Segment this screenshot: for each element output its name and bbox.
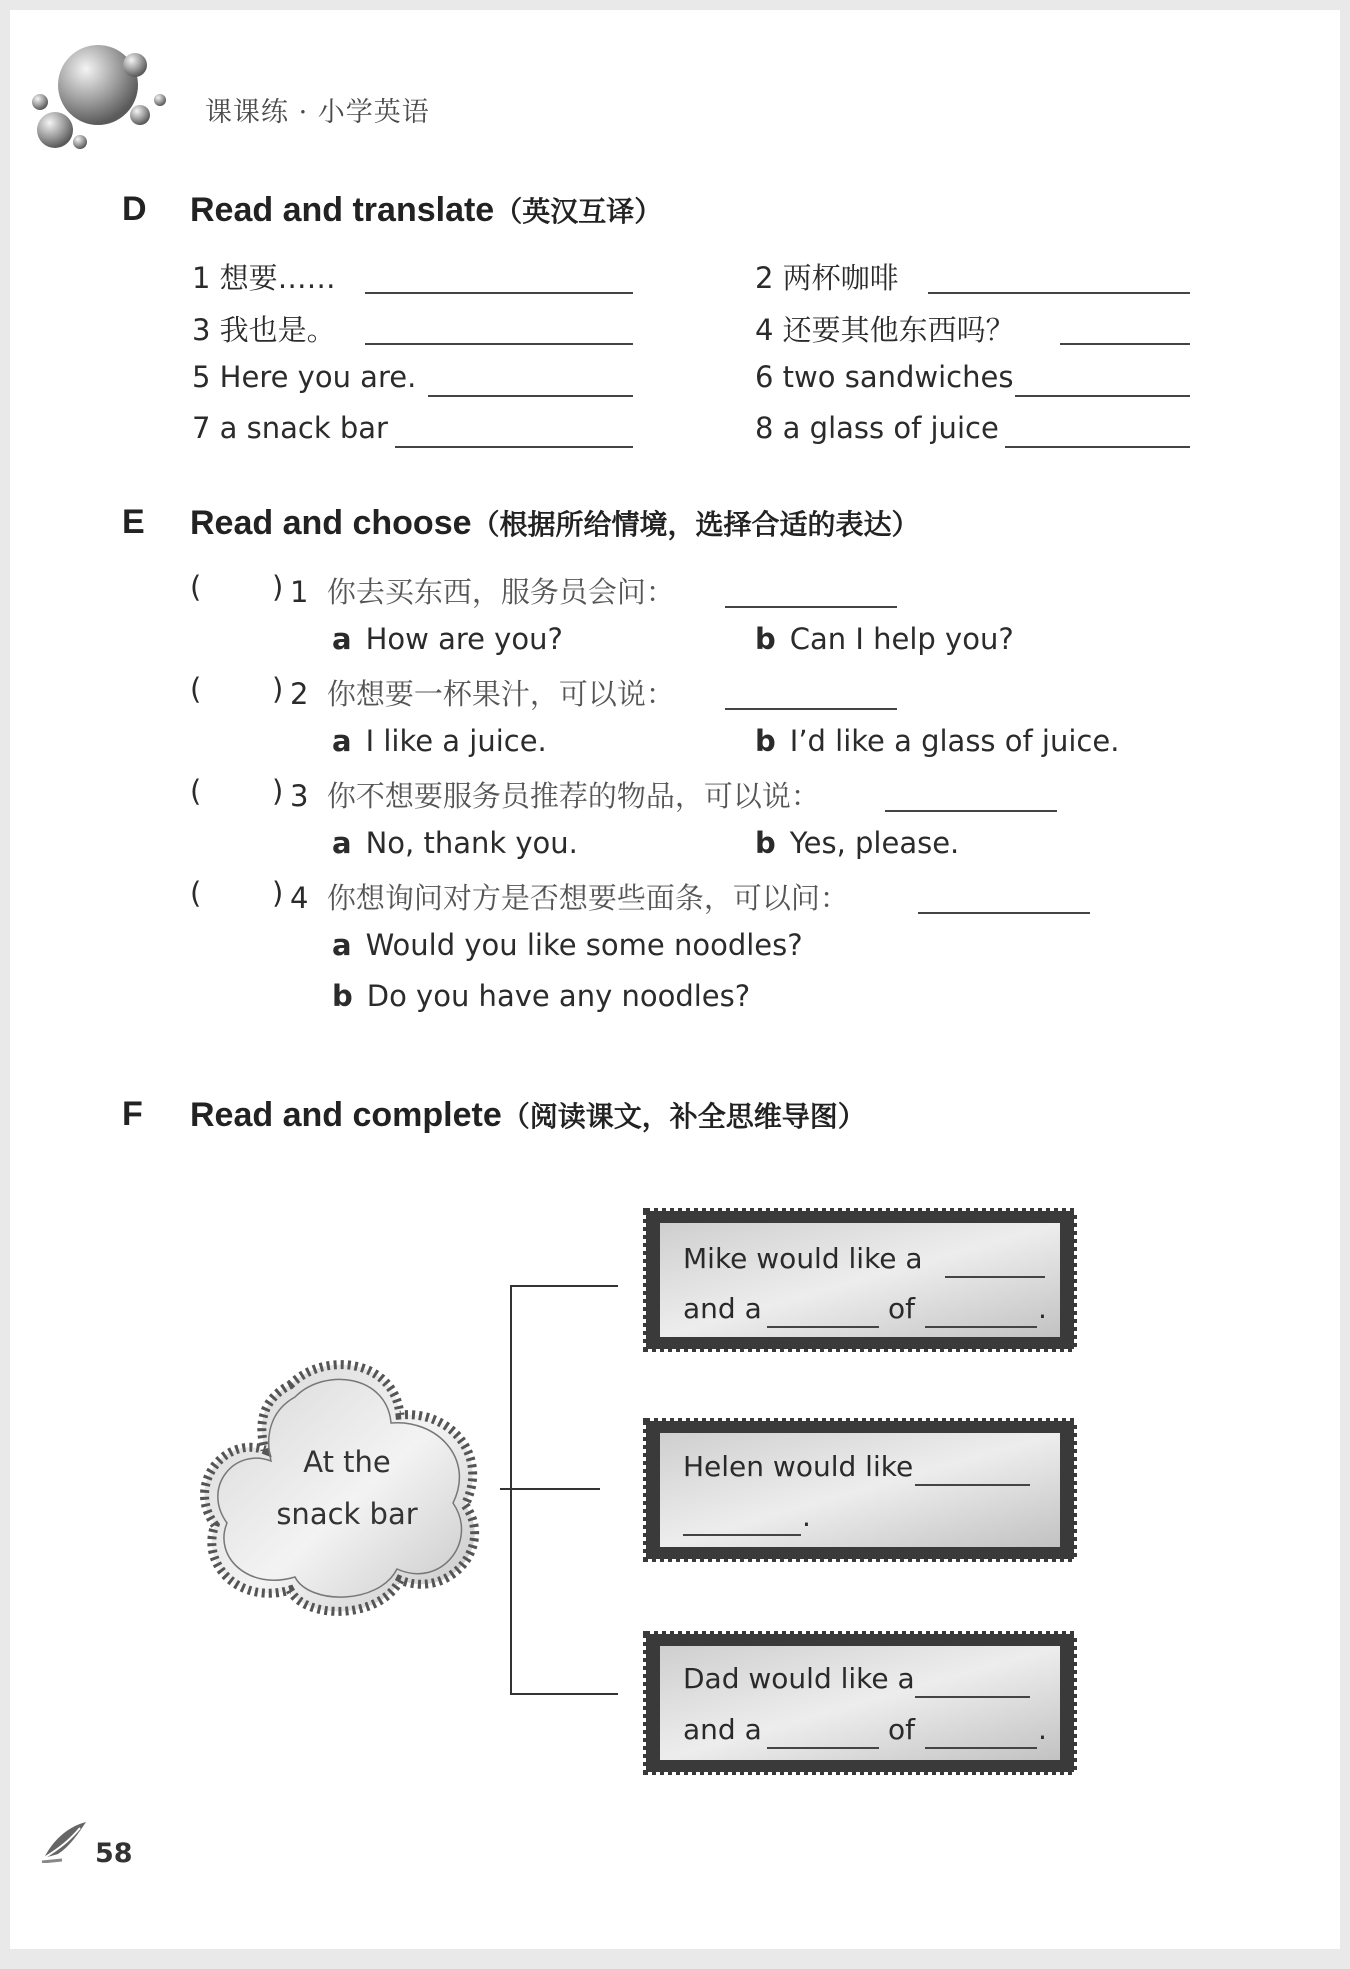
question-3-blank [885, 784, 1057, 812]
item-text: two sandwiches [782, 360, 1014, 394]
translate-item-5 [192, 360, 416, 394]
translate-item-8 [755, 411, 999, 445]
item-number: 2 [755, 261, 774, 295]
card-2-end: . [802, 1500, 811, 1533]
card-3-line2a: and a [683, 1713, 762, 1746]
card-1-line2b: of [888, 1292, 915, 1325]
answer-blank-6[interactable] [1015, 369, 1190, 397]
option-letter: b [755, 622, 776, 656]
answer-blank-2[interactable] [928, 266, 1190, 294]
option-text: Do you have any noodles? [366, 979, 751, 1013]
question-number: 2 [290, 677, 309, 711]
card-1-end: . [1038, 1292, 1047, 1325]
card-frame-2 [640, 1415, 1080, 1565]
section-f-letter: F [122, 1095, 143, 1133]
cloud-label-line2: snack bar [276, 1497, 418, 1531]
question-text: 你不想要服务员推荐的物品，可以说： [326, 779, 820, 813]
card-1-line2a: and a [683, 1292, 762, 1325]
cloud-label-line1: At the [303, 1445, 391, 1479]
section-d-letter: D [122, 190, 147, 228]
item-text: Here you are. [219, 360, 417, 394]
question-1 [290, 570, 675, 611]
option-letter: a [332, 826, 352, 860]
option-2a[interactable] [332, 724, 547, 758]
option-1a[interactable] [332, 622, 563, 656]
section-d-title-cn: （英汉互译） [494, 195, 663, 228]
question-number: 1 [290, 575, 309, 609]
connector-vertical [510, 1285, 512, 1695]
option-letter: b [332, 979, 353, 1013]
section-f-title [190, 1095, 866, 1135]
section-e-letter: E [122, 503, 145, 541]
card-1-blank-2[interactable] [767, 1300, 879, 1328]
translate-item-3 [192, 308, 336, 349]
option-2b[interactable] [755, 724, 1119, 758]
option-letter: a [332, 724, 352, 758]
workbook-page [10, 10, 1340, 1949]
item-number: 3 [192, 313, 211, 347]
answer-paren-2-close: ) [272, 672, 284, 706]
cloud-shape-icon [195, 1355, 495, 1625]
section-f-title-en: Read and complete [190, 1096, 502, 1134]
question-2 [290, 672, 675, 713]
translate-item-7 [192, 411, 388, 445]
translate-item-4 [755, 308, 1015, 349]
question-text: 你去买东西，服务员会问： [326, 575, 675, 609]
option-letter: a [332, 928, 352, 962]
answer-blank-4[interactable] [1060, 317, 1190, 345]
connector-center [500, 1488, 600, 1490]
answer-blank-3[interactable] [365, 317, 633, 345]
answer-paren-4[interactable]: ( [190, 876, 202, 910]
question-text: 你想要一杯果汁，可以说： [326, 677, 675, 711]
card-3-line1: Dad would like a [683, 1662, 915, 1695]
section-f-title-cn: （阅读课文，补全思维导图） [501, 1100, 866, 1133]
section-d-title [190, 190, 662, 230]
card-1-blank-1[interactable] [945, 1250, 1045, 1278]
option-1b[interactable] [755, 622, 1014, 656]
answer-blank-1[interactable] [365, 266, 633, 294]
card-3-blank-2[interactable] [767, 1721, 879, 1749]
card-2-line1: Helen would like [683, 1450, 914, 1483]
option-3a[interactable] [332, 826, 578, 860]
option-text: No, thank you. [365, 826, 578, 860]
question-number: 3 [290, 779, 309, 813]
section-e-title-cn: （根据所给情境，选择合适的表达） [471, 508, 920, 541]
card-3-end: . [1038, 1713, 1047, 1746]
card-3-blank-1[interactable] [915, 1670, 1030, 1698]
item-number: 8 [755, 411, 774, 445]
item-text: 想要…… [219, 261, 336, 295]
section-e-title [190, 503, 920, 543]
option-letter: b [755, 826, 776, 860]
item-text: 还要其他东西吗？ [782, 313, 1015, 347]
item-text: a glass of juice [782, 411, 999, 445]
card-2-blank-1[interactable] [915, 1458, 1030, 1486]
option-4a[interactable] [332, 928, 803, 962]
answer-paren-1-close: ) [272, 570, 284, 604]
option-text: Would you like some noodles? [365, 928, 803, 962]
answer-blank-5[interactable] [428, 369, 633, 397]
translate-item-1 [192, 256, 336, 297]
question-4-blank [918, 886, 1090, 914]
translate-item-2 [755, 256, 899, 297]
answer-blank-8[interactable] [1005, 420, 1190, 448]
option-4b[interactable] [332, 979, 750, 1013]
option-text: How are you? [365, 622, 563, 656]
bubbles-decoration-icon [20, 30, 180, 160]
answer-paren-3-close: ) [272, 774, 284, 808]
item-text: 两杯咖啡 [782, 261, 899, 295]
answer-paren-2[interactable]: ( [190, 672, 202, 706]
answer-paren-3[interactable]: ( [190, 774, 202, 808]
option-text: I’d like a glass of juice. [789, 724, 1120, 758]
page-number: 58 [95, 1838, 133, 1869]
connector-top [510, 1285, 618, 1287]
translate-item-6 [755, 360, 1013, 394]
question-number: 4 [290, 881, 309, 915]
item-text: a snack bar [219, 411, 388, 445]
option-text: I like a juice. [365, 724, 547, 758]
card-frame-1 [640, 1205, 1080, 1355]
leaf-icon [40, 1818, 90, 1863]
option-text: Can I help you? [789, 622, 1014, 656]
book-title: 课课练 · 小学英语 [205, 97, 430, 128]
item-number: 6 [755, 360, 774, 394]
section-d-title-en: Read and translate [190, 191, 495, 229]
item-number: 7 [192, 411, 211, 445]
card-frame-3 [640, 1628, 1080, 1778]
card-1-line1: Mike would like a [683, 1242, 923, 1275]
card-1-blank-3[interactable] [925, 1300, 1037, 1328]
item-number: 5 [192, 360, 211, 394]
answer-paren-1[interactable]: ( [190, 570, 202, 604]
question-4 [290, 876, 849, 917]
option-letter: b [755, 724, 776, 758]
card-3-blank-3[interactable] [925, 1721, 1037, 1749]
question-text: 你想询问对方是否想要些面条，可以问： [326, 881, 849, 915]
card-3-line2b: of [888, 1713, 915, 1746]
question-1-blank [725, 580, 897, 608]
item-text: 我也是。 [219, 313, 336, 347]
section-e-title-en: Read and choose [190, 504, 472, 542]
item-number: 1 [192, 261, 211, 295]
option-text: Yes, please. [789, 826, 960, 860]
card-2-blank-2[interactable] [683, 1508, 801, 1536]
answer-paren-4-close: ) [272, 876, 284, 910]
question-3 [290, 774, 820, 815]
item-number: 4 [755, 313, 774, 347]
option-letter: a [332, 622, 352, 656]
question-2-blank [725, 682, 897, 710]
connector-bottom [510, 1693, 618, 1695]
answer-blank-7[interactable] [395, 420, 633, 448]
option-3b[interactable] [755, 826, 959, 860]
